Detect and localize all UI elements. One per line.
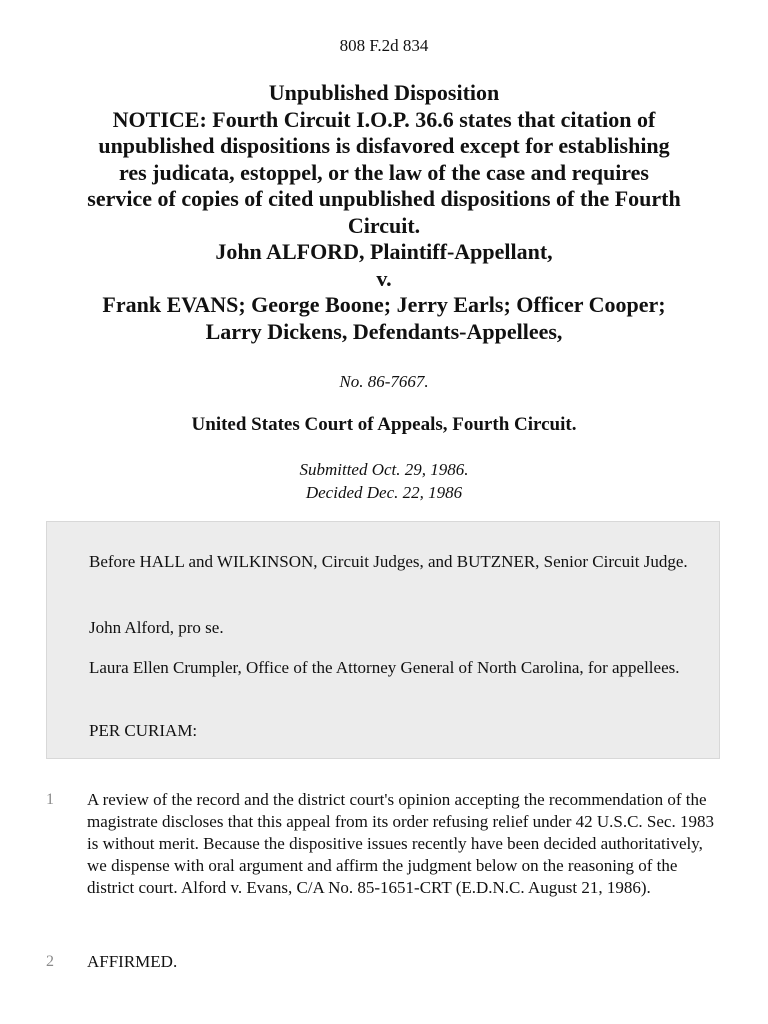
case-header-box [46, 521, 720, 759]
paragraph-text: AFFIRMED. [87, 952, 178, 971]
notice-line: NOTICE: Fourth Circuit I.O.P. 36.6 states that citation of [112, 106, 656, 132]
case-title-block [40, 80, 728, 345]
paragraph-text: A review of the record and the district court's opinion accepting the recommendation of the magistrate discloses that this appeal from its order refusing relief under 42 U.S.C. Sec. 1983 is without merit. Because the dispositive issues recently have been decided authoritatively, we dispense with oral argument and affirm the judgment below on the reasoning of the district court. Alford v. Evans, C/A No. 85-1651-CRT (E.D.N.C. August 21, 1986). [87, 790, 714, 897]
judges-panel: Before HALL and WILKINSON, Circuit Judges, and BUTZNER, Senior Circuit Judge. [89, 552, 688, 571]
notice-line: unpublished dispositions is disfavored except for establishing [98, 133, 670, 158]
appellant-counsel: John Alford, pro se. [89, 618, 224, 637]
case-dates [0, 458, 768, 504]
case-citation: 808 F.2d 834 [339, 36, 429, 55]
per-curiam-label: PER CURIAM: [89, 721, 198, 740]
notice-line: Circuit. [347, 212, 421, 238]
notice-line: res judicata, estoppel, or the law of the case and requires [118, 159, 649, 185]
paragraph-number: 1 [46, 791, 54, 808]
submitted-date: Submitted Oct. 29, 1986. [299, 460, 469, 479]
plaintiff-line: John ALFORD, Plaintiff-Appellant, [215, 239, 553, 264]
decided-date: Decided Dec. 22, 1986 [305, 483, 463, 502]
notice-line: service of copies of cited unpublished dispositions of the Fourth [87, 186, 681, 211]
paragraph-number: 2 [46, 953, 54, 970]
defendants-line: Frank EVANS; George Boone; Jerry Earls; Officer Cooper; [102, 292, 666, 317]
court-name: United States Court of Appeals, Fourth Circuit. [191, 414, 577, 435]
appellee-counsel: Laura Ellen Crumpler, Office of the Attorney General of North Carolina, for appellees. [89, 658, 680, 677]
versus-line: v. [376, 265, 392, 291]
disposition-heading: Unpublished Disposition [268, 80, 500, 105]
docket-number: No. 86-7667. [339, 372, 429, 391]
defendants-line: Larry Dickens, Defendants-Appellees, [205, 318, 563, 344]
